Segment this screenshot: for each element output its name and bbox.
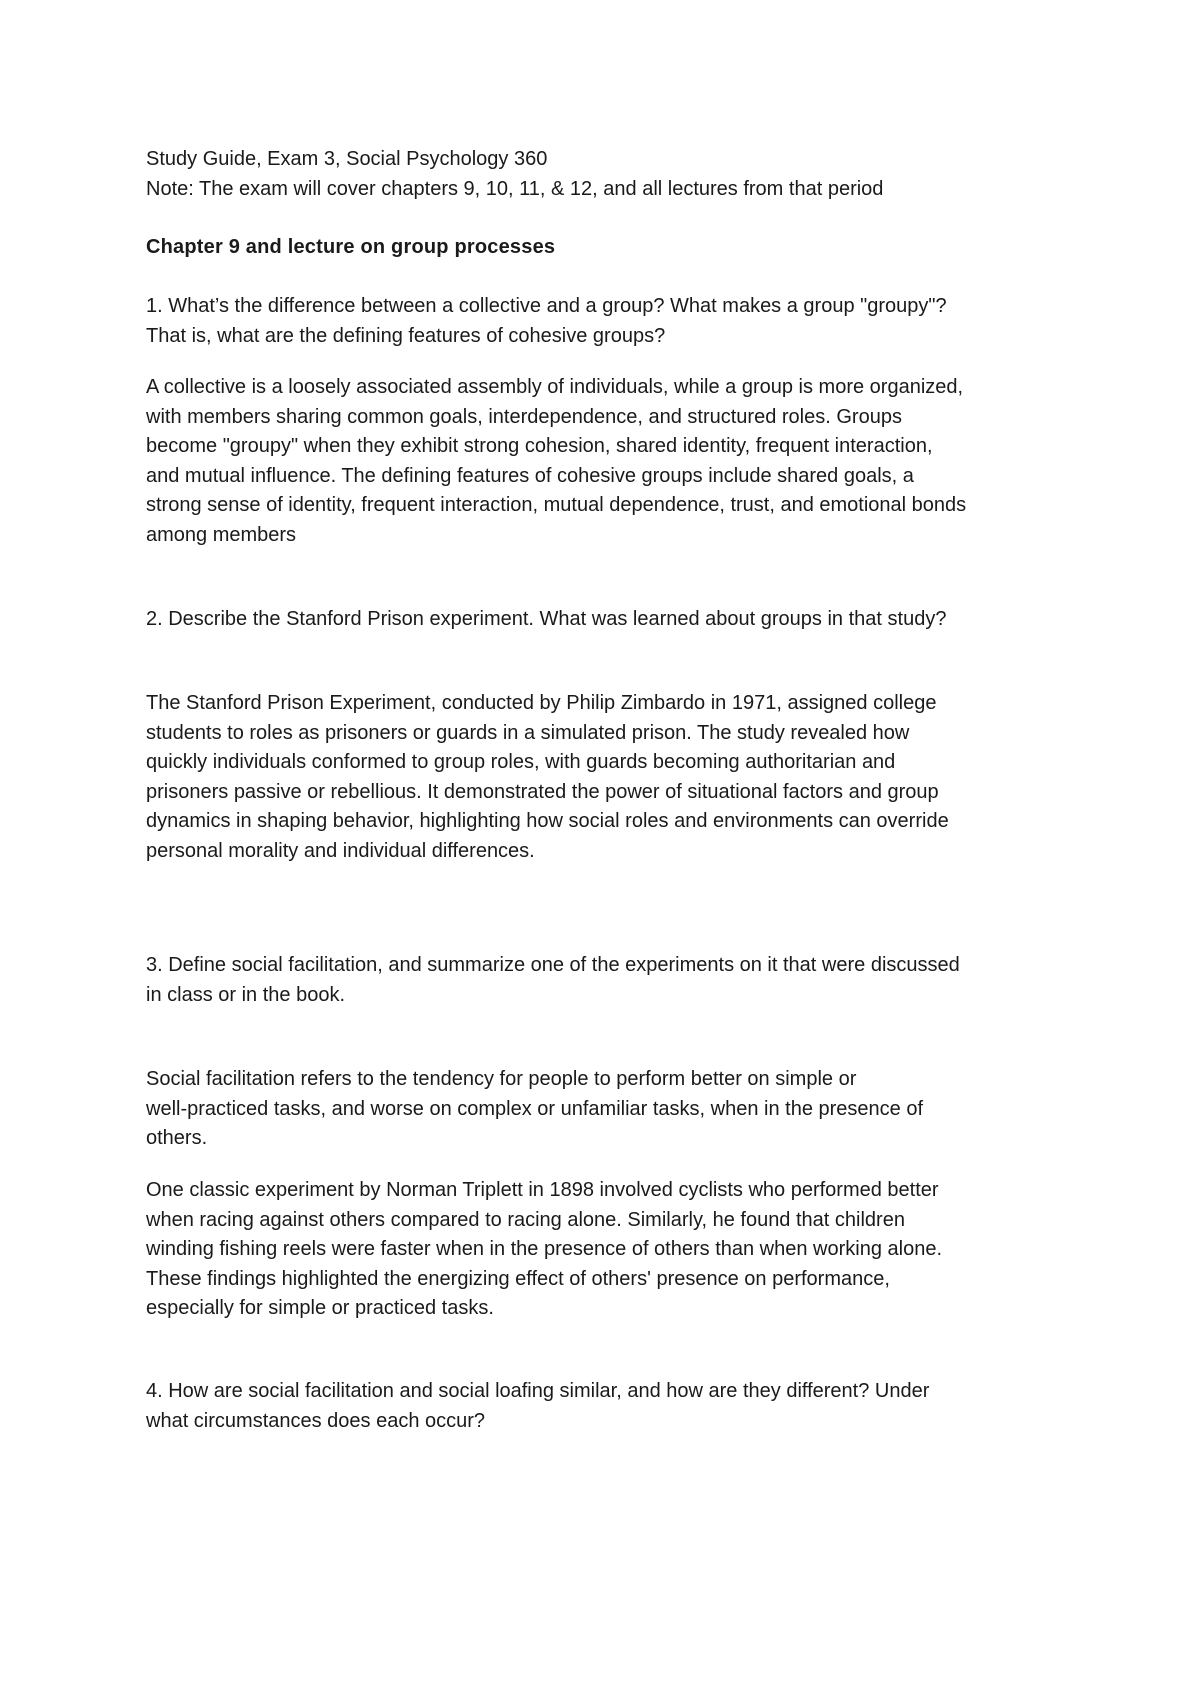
question-4 [146, 1377, 1076, 1436]
answer-line: The Stanford Prison Experiment, conducted by Philip Zimbardo in 1971, assigned college [146, 692, 937, 714]
answer-line: winding fishing reels were faster when in the presence of others than when working alone. [146, 1238, 943, 1260]
question-line: 1. What’s the difference between a collective and a group? What makes a group "groupy"? [146, 295, 947, 317]
answer-line: others. [146, 1127, 208, 1149]
answer-line: when racing against others compared to racing alone. Similarly, he found that children [146, 1208, 905, 1231]
answer-3-definition [146, 1065, 1076, 1154]
answer-line: with members sharing common goals, interdependence, and structured roles. Groups [146, 405, 902, 428]
document-title: Study Guide, Exam 3, Social Psychology 360 [146, 148, 548, 170]
document-header [146, 145, 1076, 204]
question-3 [146, 951, 1076, 1010]
answer-line: become "groupy" when they exhibit strong cohesion, shared identity, frequent interaction, [146, 435, 933, 457]
section-heading: Chapter 9 and lecture on group processes [146, 236, 556, 258]
question-line: 4. How are social facilitation and social loafing similar, and how are they different? Under [146, 1380, 930, 1402]
answer-3-experiment [146, 1176, 1076, 1324]
answer-line: among members [146, 523, 297, 546]
answer-line: especially for simple or practiced tasks. [146, 1297, 494, 1319]
question-line: what circumstances does each occur? [146, 1409, 486, 1432]
question-1 [146, 292, 1076, 351]
answer-line: strong sense of identity, frequent interaction, mutual dependence, trust, and emotional bonds [146, 494, 967, 516]
exam-coverage-note: Note: The exam will cover chapters 9, 10, 11, & 12, and all lectures from that period [146, 177, 884, 200]
answer-line: A collective is a loosely associated assembly of individuals, while a group is more organized, [146, 376, 964, 398]
answer-line: students to roles as prisoners or guards in a simulated prison. The study revealed how [146, 721, 910, 744]
question-line: 2. Describe the Stanford Prison experiment. What was learned about groups in that study? [146, 608, 947, 630]
answer-line: One classic experiment by Norman Triplett in 1898 involved cyclists who performed better [146, 1179, 939, 1201]
question-2 [146, 605, 1076, 635]
answer-line: Social facilitation refers to the tendency for people to perform better on simple or [146, 1068, 857, 1090]
answer-line: dynamics in shaping behavior, highlighting how social roles and environments can override [146, 810, 949, 832]
question-line: in class or in the book. [146, 983, 345, 1006]
answer-line: quickly individuals conformed to group roles, with guards becoming authoritarian and [146, 751, 896, 773]
answer-line: well-practiced tasks, and worse on complex or unfamiliar tasks, when in the presence of [146, 1097, 924, 1120]
question-line: 3. Define social facilitation, and summarize one of the experiments on it that were discussed [146, 954, 960, 976]
answer-line: personal morality and individual differences. [146, 839, 535, 862]
answer-line: These findings highlighted the energizing effect of others' presence on performance, [146, 1267, 890, 1290]
question-line: That is, what are the defining features of cohesive groups? [146, 324, 666, 347]
answer-line: and mutual influence. The defining features of cohesive groups include shared goals, a [146, 464, 914, 487]
answer-2 [146, 689, 1076, 866]
answer-1 [146, 373, 1076, 550]
answer-line: prisoners passive or rebellious. It demonstrated the power of situational factors and group [146, 780, 939, 803]
